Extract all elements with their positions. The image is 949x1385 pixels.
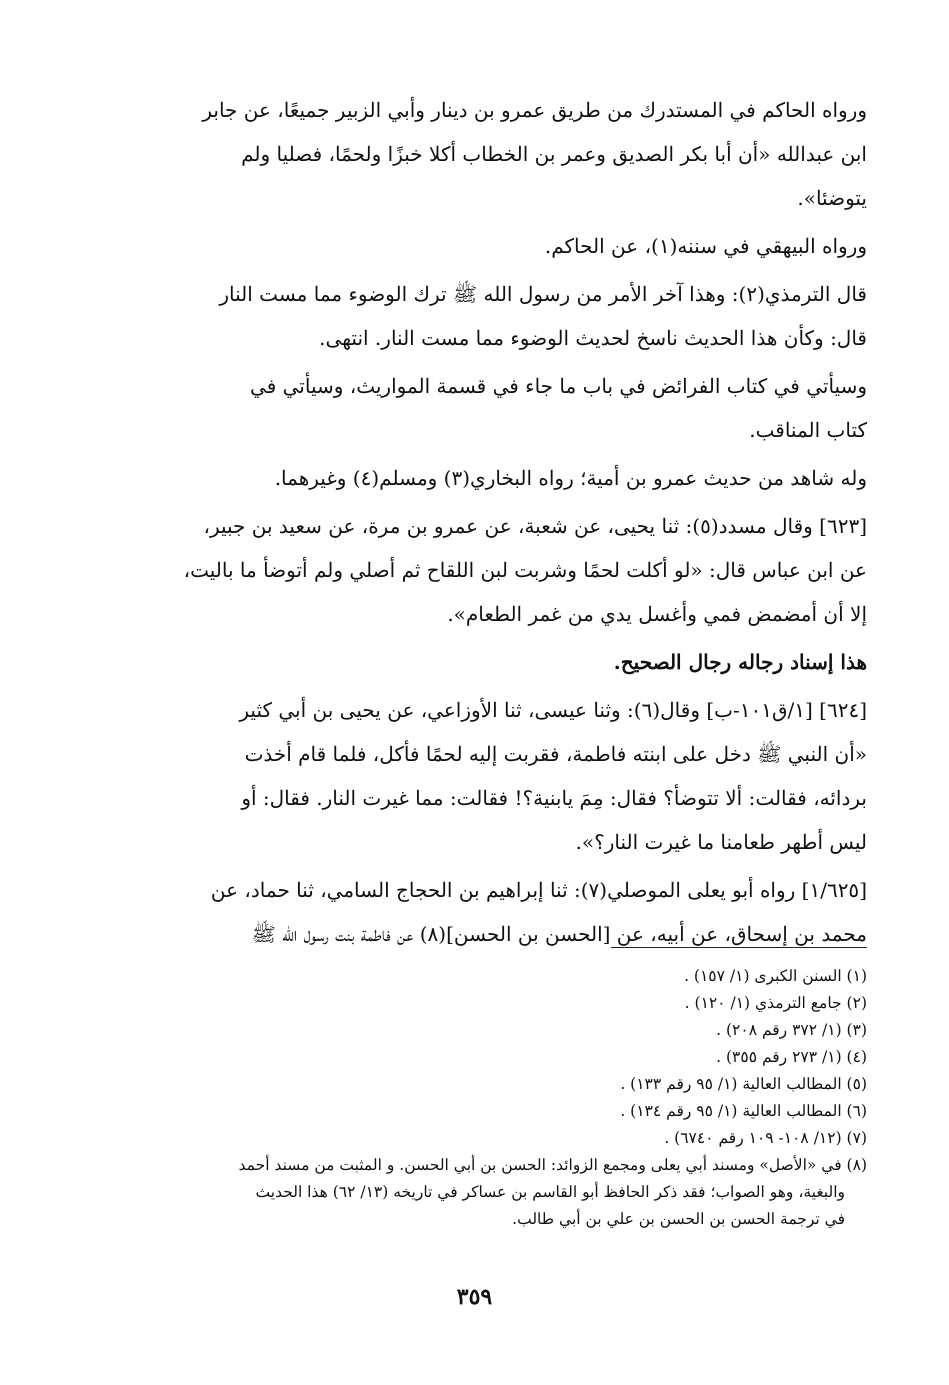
footnote: (٢) جامع الترمذي (١/ ١٢٠) . [684,994,867,1012]
text-line: بردائه، فقالت: ألا تتوضأ؟ فقال: مِمَ يابنية؟! فقالت: مما غيرت النار. فقال: أو [241,786,867,810]
paragraph-hakim [96,88,867,220]
paragraph-bayhaqi [96,224,867,268]
footnote: (٣) (١/ ٣٧٢ رقم ٢٠٨) . [716,1021,867,1039]
footnote: (١) السنن الكبرى (١/ ١٥٧) . [684,967,867,985]
footnote-continuation: والبغية، وهو الصواب؛ فقد ذكر الحافظ أبو القاسم بن عساكر في تاريخه (١٣/ ٦٢) هذا الحديث [255,1183,845,1201]
footnote: (٦) المطالب العالية (١/ ٩٥ رقم ١٣٤) . [620,1102,867,1120]
text-line: هذا إسناد رجاله رجال الصحيح. [613,650,867,674]
hadith-625 [96,868,867,956]
text-line: ورواه البيهقي في سننه(١)، عن الحاكم. [544,234,867,258]
text-line: ابن عبدالله «أن أبا بكر الصديق وعمر بن الخطاب أكلا خبزًا ولحمًا، فصليا ولم [241,142,867,166]
text-line: إلا أن أمضمض فمي وأغسل يدي من غمر الطعام». [447,602,867,626]
text-line: ليس أطهر طعامنا ما غيرت النار؟». [575,830,867,854]
text-line: وله شاهد من حديث عمرو بن أمية؛ رواه البخاري(٣) ومسلم(٤) وغيرهما. [274,466,867,490]
paragraph-faraid [96,364,867,452]
text-line: قال: وكأن هذا الحديث ناسخ لحديث الوضوء مما مست النار. انتهى. [319,326,867,350]
footnote-continuation: في ترجمة الحسن بن الحسن بن علي بن أبي طالب. [512,1210,845,1228]
text-line: محمد بن إسحاق، عن أبيه، عن [الحسن بن الحسن](٨) عن فاطمة بنت رسول الله ﷺ [251,922,867,946]
footnote: (٥) المطالب العالية (١/ ٩٥ رقم ١٣٣) . [620,1075,867,1093]
hadith-624 [96,688,867,864]
footnote: (٧) (١٢/ ١٠٨- ١٠٩ رقم ٦٧٤٠) . [664,1129,867,1147]
text-line: ورواه الحاكم في المستدرك من طريق عمرو بن دينار وأبي الزبير جميعًا، عن جابر [202,98,867,122]
paragraph-tirmidhi [96,272,867,360]
page-number: ٣٥٩ [456,1284,493,1310]
text-line: [٦٢٤] [١/ق١٠١-ب] وقال(٦): وثنا عيسى، ثنا الأوزاعي، عن يحيى بن أبي كثير [239,698,867,722]
text-line: عن ابن عباس قال: «لو أكلت لحمًا وشربت لبن اللقاح ثم أصلي ولم أتوضأ ما باليت، [183,558,867,582]
footnote: (٤) (١/ ٢٧٣ رقم ٣٥٥) . [716,1048,867,1066]
text-line: «أن النبي ﷺ دخل على ابنته فاطمة، فقربت إليه لحمًا فأكل، فلما قام أخذت [244,742,867,766]
hadith-623 [96,504,867,636]
footnotes [96,963,867,1233]
footnote: (٨) في «الأصل» ومسند أبي يعلى ومجمع الزوائد: الحسن بن أبي الحسن. و المثبت من مسند أحمد [238,1156,867,1174]
text-line: كتاب المناقب. [749,418,867,442]
text-line: وسيأتي في كتاب الفرائض في باب ما جاء في قسمة المواريث، وسيأتي في [250,374,867,398]
footnote-divider [611,947,867,948]
paragraph-shahid [96,456,867,500]
text-line: [١/٦٢٥] رواه أبو يعلى الموصلي(٧): ثنا إبراهيم بن الحجاج السامي، ثنا حماد، عن [210,878,867,902]
text-line: قال الترمذي(٢): وهذا آخر الأمر من رسول الله ﷺ ترك الوضوء مما مست النار [219,282,867,306]
text-line: [٦٢٣] وقال مسدد(٥): ثنا يحيى، عن شعبة، عن عمرو بن مرة، عن سعيد بن جبير، [203,514,867,538]
isnad-grading [96,640,867,684]
text-line: يتوضئا». [797,186,867,210]
